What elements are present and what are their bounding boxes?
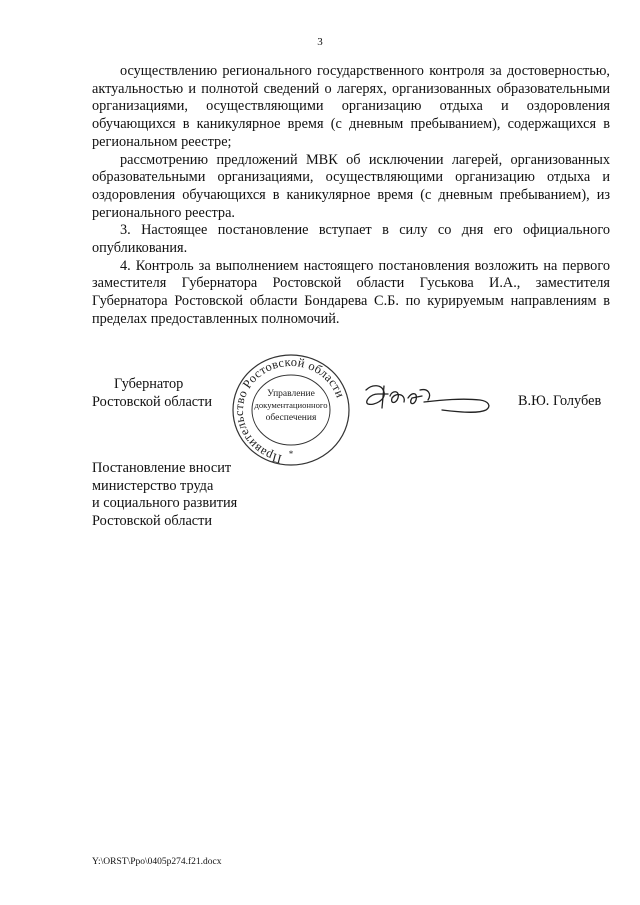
seal-star-icon: * [288,449,294,459]
footer-file-path: Y:\ORST\Ppo\0405p274.f21.docx [92,857,222,867]
submitter-line: Постановление вносит [92,460,232,476]
paragraph: осуществлению регионального государственного контроля за достоверностью, актуальностью и полнотой сведений о лагерях, организованных образовательными организациями, осуществляющими организацию отдыха и оздоровления обучающихся в каникулярное время (с дневным пребыванием), содержащихся в региональном реестре; [92,63,610,150]
signer-title-line: Губернатор [114,376,184,392]
submitter-line: Ростовской области [92,513,213,530]
paragraph: 3. Настоящее постановление вступает в силу со дня его официального опубликования. [92,222,610,257]
document-body [92,63,610,329]
signer-title-line: Ростовской области [92,394,213,410]
seal-inner-line: Управление [267,389,315,399]
submitter-line: и социального развития [92,495,238,512]
handwritten-signature [362,380,497,416]
signer-name: В.Ю. Голубев [518,393,602,409]
submitter-block [92,460,237,531]
page-number: 3 [317,36,323,48]
submitter-line: министерство труда [92,477,214,494]
paragraph: 4. Контроль за выполнением настоящего постановления возложить на первого заместителя Губернатора Ростовской области Гуськова И.А., заместителя Губернатора Ростовской области Бондарева С.Б. по курируемым направлениям в пределах предоставленных полномочий. [92,257,610,327]
official-seal [230,352,352,468]
seal-outer-text: Правительство Ростовской области [231,354,348,467]
seal-inner-line: обеспечения [265,413,317,423]
seal-inner-line: документационного [254,400,328,410]
signer-title [92,375,212,411]
paragraph: рассмотрению предложений МВК об исключении лагерей, организованных образовательными организациями, осуществляющими организацию отдыха и оздоровления обучающихся в каникулярное время (с дневным пребыванием), из регионального реестра. [92,151,610,221]
